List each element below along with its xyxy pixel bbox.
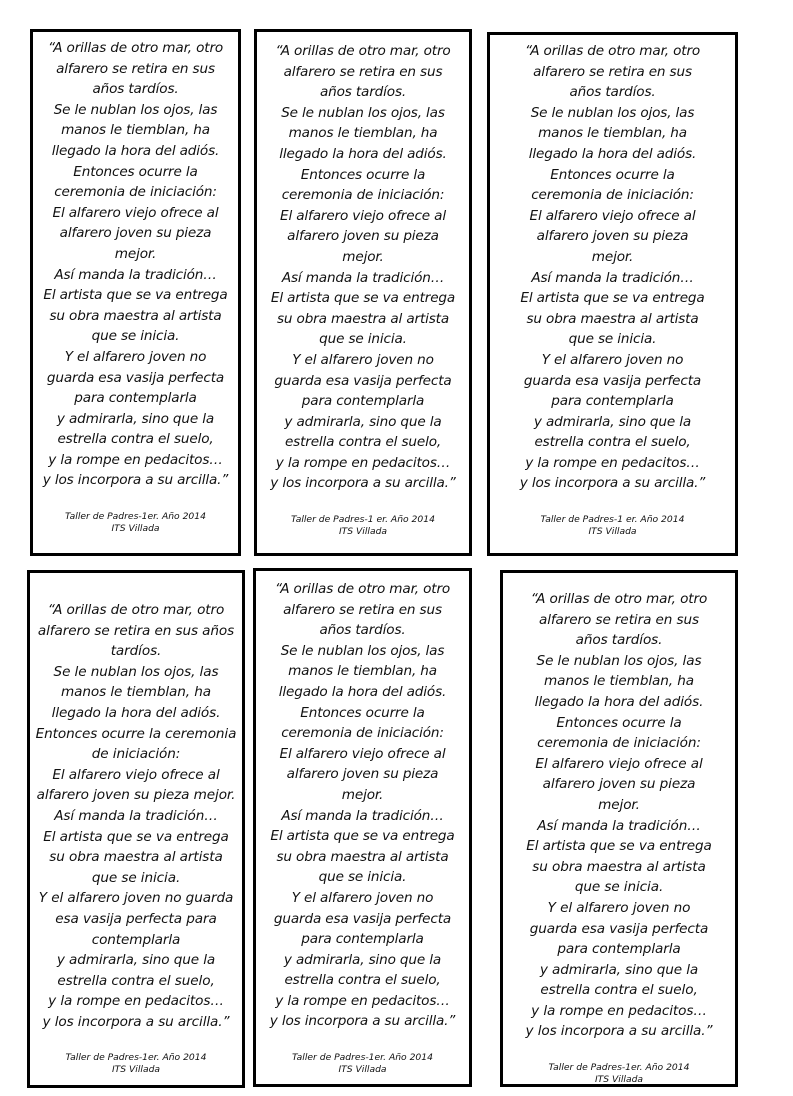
credit-block — [257, 514, 469, 538]
poem-line: El alfarero viejo ofrece al — [529, 207, 696, 224]
poem-line: y la rompe en pedacitos… — [275, 992, 450, 1009]
poem-line: ceremonia de iniciación: — [537, 735, 701, 752]
poem-line: su obra maestra al artista — [49, 307, 222, 324]
poem-line: estrella contra el suelo, — [57, 972, 215, 989]
poem-line: y los incorpora a su arcilla.” — [42, 472, 229, 489]
poem-line: estrella contra el suelo, — [57, 431, 214, 448]
credit-line: Taller de Padres-1er. Año 2014 — [65, 511, 206, 523]
poem-line: El artista que se va entrega — [43, 828, 229, 845]
poem-line: que se inicia. — [568, 331, 657, 348]
poem-text — [503, 589, 735, 1042]
poem-line: y los incorpora a su arcilla.” — [525, 1023, 713, 1040]
poem-line: contemplarla — [91, 931, 181, 948]
poem-line: “A orillas de otro mar, otro — [524, 43, 701, 59]
poem-line: y los incorpora a su arcilla.” — [519, 475, 706, 492]
poem-line: que se inicia. — [91, 328, 180, 345]
poem-line: estrella contra el suelo, — [540, 982, 698, 999]
poem-text — [256, 579, 469, 1032]
poem-line: manos le tiemblan, ha — [538, 125, 687, 142]
poem-line: años tardíos. — [319, 84, 407, 101]
poem-line: que se inicia. — [574, 879, 664, 896]
poem-line: mejor. — [598, 796, 640, 813]
poem-line: ceremonia de iniciación: — [281, 725, 444, 742]
poem-line: El alfarero viejo ofrece al — [279, 745, 446, 762]
poem-card — [254, 29, 472, 556]
school-line: ITS Villada — [111, 1064, 161, 1076]
poem-line: y admirarla, sino que la — [56, 952, 216, 969]
poem-line: El artista que se va entrega — [270, 828, 455, 845]
poem-line: El alfarero viejo ofrece al — [535, 755, 703, 772]
poem-line: manos le tiemblan, ha — [61, 122, 210, 139]
poem-line: “A orillas de otro mar, otro — [530, 591, 708, 607]
poem-line: años tardíos. — [575, 632, 663, 649]
poem-line: alfarero joven su pieza — [286, 766, 439, 783]
poem-line: alfarero se retira en sus — [538, 611, 700, 628]
poem-line: para contemplarla — [74, 390, 197, 407]
poem-line: guarda esa vasija perfecta — [529, 920, 709, 937]
poem-line: y admirarla, sino que la — [56, 410, 215, 427]
poem-line: Entonces ocurre la — [300, 704, 425, 721]
poem-line: El artista que se va entrega — [43, 287, 228, 304]
poem-line: llegado la hora del adiós. — [51, 142, 220, 159]
poem-line: esa vasija perfecta para — [55, 910, 217, 927]
poem-line: manos le tiemblan, ha — [61, 684, 211, 701]
poem-line: guarda esa vasija perfecta — [273, 910, 452, 927]
poem-line: llegado la hora del adiós. — [278, 683, 447, 700]
poem-line: llegado la hora del adiós. — [279, 145, 447, 162]
school-line: ITS Villada — [594, 1074, 644, 1086]
poem-line: alfarero se retira en sus — [283, 63, 443, 80]
poem-line: que se inicia. — [91, 869, 181, 886]
poem-line: Así manda la tradición… — [531, 269, 694, 286]
poem-line: mejor. — [591, 248, 634, 265]
poem-line: “A orillas de otro mar, otro — [47, 40, 224, 56]
poem-line: y la rompe en pedacitos… — [525, 454, 700, 471]
poem-line: para contemplarla — [551, 393, 674, 410]
poem-line: manos le tiemblan, ha — [544, 673, 694, 690]
poem-line: Así manda la tradición… — [54, 807, 218, 824]
poem-line: mejor. — [342, 248, 384, 265]
poem-line: Y el alfarero joven no — [292, 351, 434, 368]
poem-line: manos le tiemblan, ha — [288, 125, 438, 142]
credit-block — [256, 1052, 469, 1076]
poem-text — [33, 38, 238, 491]
poem-line: que se inicia. — [319, 331, 407, 348]
poem-line: Y el alfarero joven no — [541, 351, 684, 368]
poem-line: alfarero se retira en sus — [283, 601, 442, 618]
poem-line: y la rompe en pedacitos… — [275, 454, 451, 471]
poem-line: mejor. — [114, 245, 157, 262]
credit-block — [33, 511, 238, 535]
poem-line: estrella contra el suelo, — [284, 972, 441, 989]
poem-line: Se le nublan los ojos, las — [281, 104, 445, 121]
poem-line: Se le nublan los ojos, las — [280, 642, 445, 659]
poem-line: su obra maestra al artista — [276, 848, 449, 865]
poem-line: alfarero se retira en sus — [533, 63, 692, 80]
credit-block — [503, 1062, 735, 1086]
poem-line: y admirarla, sino que la — [284, 413, 442, 430]
poem-line: “A orillas de otro mar, otro — [274, 581, 451, 597]
poem-line: estrella contra el suelo, — [534, 434, 691, 451]
poem-line: El artista que se va entrega — [520, 290, 705, 307]
poem-line: su obra maestra al artista — [532, 858, 706, 875]
poem-line: que se inicia. — [318, 869, 407, 886]
poem-line: Se le nublan los ojos, las — [53, 101, 218, 118]
poem-line: alfarero joven su pieza — [542, 776, 696, 793]
poem-line: Y el alfarero joven no — [291, 889, 434, 906]
poem-line: guarda esa vasija perfecta — [523, 372, 702, 389]
credit-line: Taller de Padres-1 er. Año 2014 — [540, 514, 685, 526]
poem-line: alfarero joven su pieza mejor. — [36, 787, 236, 804]
poem-line: Y el alfarero joven no — [547, 899, 691, 916]
poem-line: ceremonia de iniciación: — [54, 184, 217, 201]
poem-line: El alfarero viejo ofrece al — [52, 766, 220, 783]
credit-line: Taller de Padres-1er. Año 2014 — [292, 1052, 433, 1064]
poem-line: su obra maestra al artista — [276, 310, 450, 327]
poem-card — [30, 29, 241, 556]
poem-line: mejor. — [341, 786, 384, 803]
poem-line: alfarero se retira en sus años — [37, 622, 235, 639]
school-line: ITS Villada — [338, 1064, 387, 1076]
poem-line: Entonces ocurre la — [556, 714, 682, 731]
poem-line: para contemplarla — [301, 393, 425, 410]
poem-line: años tardíos. — [92, 81, 179, 98]
poem-line: tardíos. — [110, 643, 162, 660]
poem-line: llegado la hora del adiós. — [534, 693, 704, 710]
poem-line: años tardíos. — [319, 622, 406, 639]
poem-line: y admirarla, sino que la — [283, 951, 442, 968]
poem-line: El alfarero viejo ofrece al — [52, 204, 219, 221]
poem-line: Y el alfarero joven no — [64, 348, 207, 365]
poem-text — [490, 41, 735, 494]
poem-line: Así manda la tradición… — [54, 266, 217, 283]
poem-line: Así manda la tradición… — [537, 817, 701, 834]
poem-line: llegado la hora del adiós. — [51, 704, 221, 721]
poem-line: y los incorpora a su arcilla.” — [270, 475, 456, 492]
poem-line: alfarero joven su pieza — [536, 228, 689, 245]
poem-line: Se le nublan los ojos, las — [53, 663, 219, 680]
poem-line: El artista que se va entrega — [526, 838, 712, 855]
poem-line: y la rompe en pedacitos… — [48, 993, 224, 1010]
poem-line: para contemplarla — [557, 941, 681, 958]
school-line: ITS Villada — [588, 526, 637, 538]
credit-block — [490, 514, 735, 538]
poem-line: ceremonia de iniciación: — [281, 187, 445, 204]
poem-line: y la rompe en pedacitos… — [48, 451, 223, 468]
poem-line: Así manda la tradición… — [281, 269, 445, 286]
poem-line: Entonces ocurre la ceremonia — [35, 725, 237, 742]
poem-text — [30, 600, 242, 1032]
poem-line: manos le tiemblan, ha — [288, 663, 437, 680]
poem-line: Entonces ocurre la — [550, 166, 675, 183]
school-line: ITS Villada — [338, 526, 388, 538]
poem-line: y admirarla, sino que la — [533, 413, 692, 430]
poem-line: y admirarla, sino que la — [539, 961, 699, 978]
poem-text — [257, 41, 469, 494]
poem-line: alfarero joven su pieza — [59, 225, 212, 242]
credit-line: Taller de Padres-1er. Año 2014 — [65, 1052, 207, 1064]
poem-line: guarda esa vasija perfecta — [46, 369, 225, 386]
poem-line: Se le nublan los ojos, las — [536, 652, 702, 669]
poem-line: su obra maestra al artista — [526, 310, 699, 327]
poem-card — [253, 568, 472, 1087]
poem-line: su obra maestra al artista — [49, 849, 223, 866]
poem-card — [500, 570, 738, 1087]
poem-line: llegado la hora del adiós. — [528, 145, 697, 162]
poem-line: Se le nublan los ojos, las — [530, 104, 695, 121]
poem-line: y los incorpora a su arcilla.” — [42, 1013, 230, 1030]
poem-line: guarda esa vasija perfecta — [274, 372, 452, 389]
poem-line: alfarero se retira en sus — [56, 60, 215, 77]
poem-line: para contemplarla — [301, 931, 424, 948]
credit-block — [30, 1052, 242, 1076]
poem-line: “A orillas de otro mar, otro — [275, 43, 451, 59]
poem-line: ceremonia de iniciación: — [531, 187, 694, 204]
poem-line: alfarero joven su pieza — [287, 228, 439, 245]
poem-card — [27, 570, 245, 1088]
poem-line: y la rompe en pedacitos… — [531, 1002, 707, 1019]
poem-line: estrella contra el suelo, — [284, 434, 442, 451]
poem-line: El artista que se va entrega — [270, 290, 456, 307]
poem-line: de iniciación: — [91, 746, 181, 763]
poem-card — [487, 32, 738, 556]
credit-line: Taller de Padres-1 er. Año 2014 — [291, 514, 435, 526]
school-line: ITS Villada — [111, 523, 160, 535]
poem-line: El alfarero viejo ofrece al — [280, 207, 446, 224]
poem-line: Entonces ocurre la — [73, 163, 198, 180]
poem-line: Entonces ocurre la — [300, 166, 426, 183]
poem-line: Y el alfarero joven no guarda — [38, 890, 234, 907]
poem-line: y los incorpora a su arcilla.” — [269, 1013, 456, 1030]
poem-line: años tardíos. — [569, 84, 656, 101]
poem-line: Así manda la tradición… — [281, 807, 444, 824]
poem-line: “A orillas de otro mar, otro — [47, 602, 225, 618]
credit-line: Taller de Padres-1er. Año 2014 — [548, 1062, 690, 1074]
